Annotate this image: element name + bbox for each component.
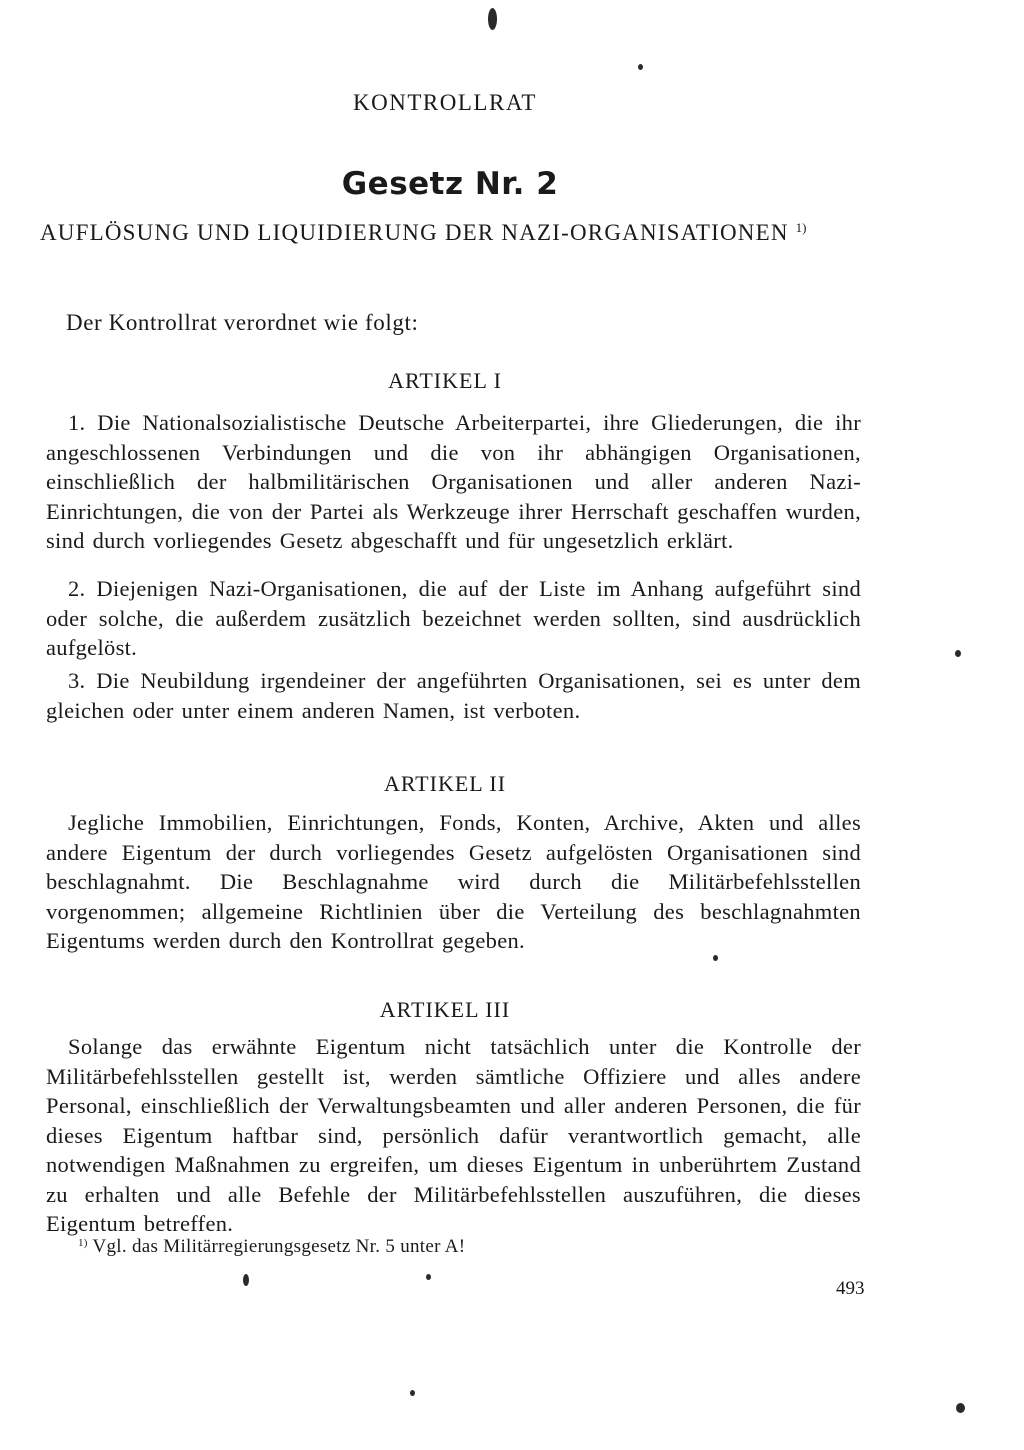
article-1-paragraph-1: 1. Die Nationalsozialistische Deutsche Arbeiterpartei, ihre Gliederungen, die ihr angeschlossenen Verbindungen und die von ihr abhängigen Organisationen, einschließlich der halbmilitärischen Organisationen und aller anderen Nazi-Einrichtungen, die von der Partei als Werkzeuge ihrer Herrschaft geschaffen wurden, sind durch vorliegendes Gesetz abgeschafft und für ungesetzlich erklärt. — [46, 410, 861, 553]
subtitle-text: AUFLÖSUNG UND LIQUIDIERUNG DER NAZI-ORGANISATIONEN — [40, 220, 789, 245]
article-3-heading: ARTIKEL III — [379, 997, 511, 1022]
article-2-heading: ARTIKEL II — [383, 771, 507, 796]
scan-speck — [955, 650, 961, 657]
page-header: KONTROLLRAT — [353, 90, 537, 115]
scan-speck — [243, 1274, 249, 1286]
scan-speck — [426, 1274, 431, 1280]
article-3-paragraph-1: Solange das erwähnte Eigentum nicht tatsächlich unter die Kontrolle der Militärbefehlsstellen gestellt ist, werden sämtliche Offiziere und alles andere Personal, einschließlich der Verwaltungsbeamten und aller anderen Personen, die für dieses Eigentum haftbar sind, persönlich dafür verantwortlich gemacht, alle notwendigen Maßnahmen zu ergreifen, um dieses Eigentum in unberührtem Zustand zu erhalten und alle Befehle der Militärbefehlsstellen auszuführen, die dieses Eigentum betreffen. — [46, 1034, 861, 1236]
scan-speck — [638, 64, 643, 70]
page-number: 493 — [836, 1278, 865, 1299]
article-1-paragraph-3: 3. Die Neubildung irgendeiner der angeführten Organisationen, sei es unter dem gleichen oder unter einem anderen Namen, ist verboten. — [46, 668, 861, 723]
scan-speck — [713, 955, 718, 961]
footnote — [78, 1236, 465, 1258]
law-subtitle — [40, 220, 870, 246]
footnote-text: Vgl. das Militärregierungsgesetz Nr. 5 unter A! — [92, 1236, 466, 1257]
scan-speck — [410, 1390, 415, 1396]
intro-sentence: Der Kontrollrat verordnet wie folgt: — [66, 310, 419, 335]
article-2-paragraph-1: Jegliche Immobilien, Einrichtungen, Fonds, Konten, Archive, Akten und alles andere Eigentum der durch vorliegendes Gesetz aufgelösten Organisationen sind beschlagnahmt. Die Beschlagnahme wird durch die Militärbefehlsstellen vorgenommen; allgemeine Richtlinien über die Verteilung des beschlagnahmten Eigentums werden durch den Kontrollrat gegeben. — [46, 810, 861, 953]
subtitle-footnote-marker: 1) — [795, 220, 807, 235]
article-1-heading: ARTIKEL I — [388, 368, 502, 393]
article-1-paragraph-2: 2. Diejenigen Nazi-Organisationen, die auf der Liste im Anhang aufgeführt sind oder solche, die außerdem zusätzlich bezeichnet werden sollten, sind ausdrücklich aufgelöst. — [46, 576, 861, 660]
law-title: Gesetz Nr. 2 — [341, 166, 559, 202]
scan-speck — [956, 1403, 965, 1413]
scan-speck — [488, 8, 497, 30]
footnote-marker: 1) — [78, 1237, 88, 1249]
